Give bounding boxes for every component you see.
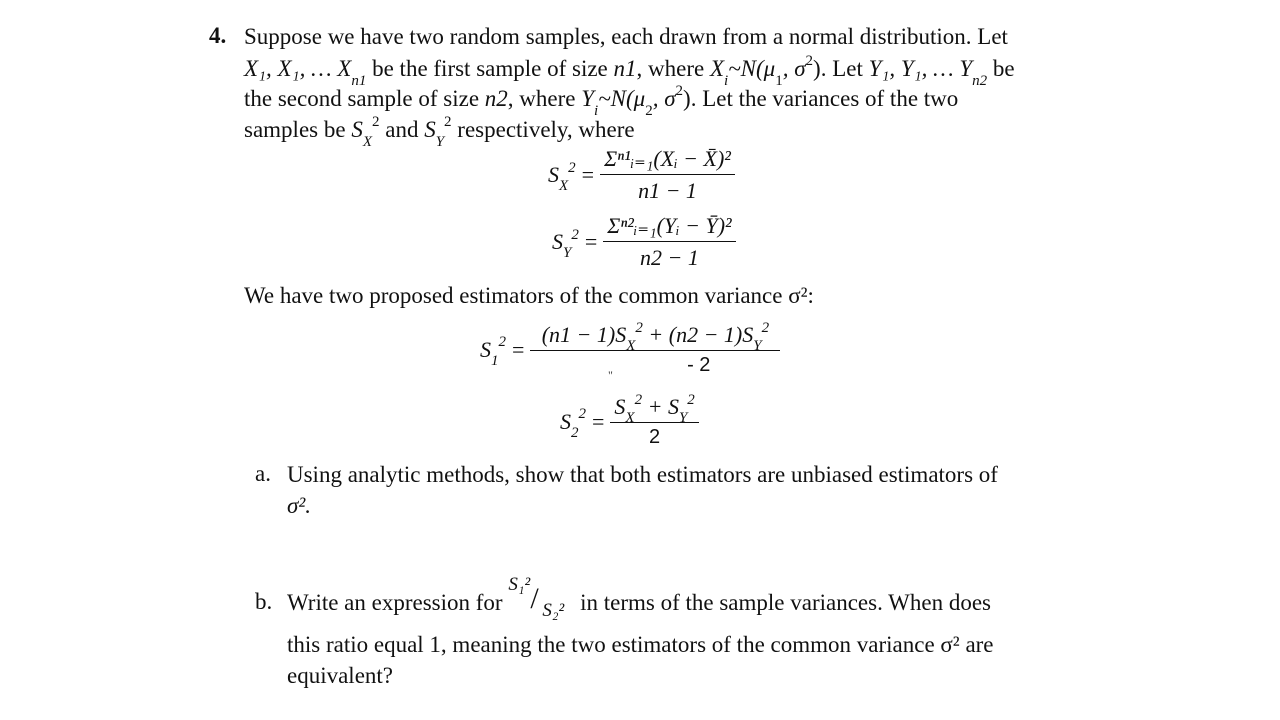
equals-sign: = [592, 408, 605, 434]
numerator-part-1: S [614, 394, 626, 419]
denominator: - 2 [687, 354, 711, 376]
stray-mark: " [608, 368, 613, 382]
dist-x: ~N(μ [728, 56, 776, 81]
sy-subscript: Y [435, 133, 445, 150]
sy-sup: 2 [444, 114, 452, 131]
lhs-subscript: 2 [571, 424, 579, 441]
equation-s2-squared [560, 391, 699, 449]
numerator: Σⁿ²ᵢ₌₁(Yᵢ − Ȳ)² [603, 213, 735, 242]
part-b-text: in terms of the sample variances. When does [574, 590, 991, 615]
sample-x-list: X₁, X₁, … X [244, 56, 352, 81]
lhs-symbol: S [548, 162, 559, 187]
equals-sign: = [581, 162, 595, 187]
numerator: Σⁿ¹ᵢ₌₁(Xᵢ − X̄)² [600, 146, 735, 175]
numerator-part-2: + (n2 − 1)S [642, 322, 754, 347]
lhs-symbol: S [552, 229, 563, 254]
intro-text: be [987, 56, 1015, 81]
lhs-symbol: S [560, 408, 571, 434]
fraction [603, 213, 735, 271]
numerator-sub-y: Y [753, 338, 762, 355]
question-number: 4. [209, 23, 227, 48]
numerator-sup-2: 2 [761, 319, 770, 336]
part-a-line-1: Using analytic methods, show that both estimators are unbiased estimators of [287, 462, 998, 487]
sample-y-subscript: n2 [972, 72, 988, 89]
numerator-sub-x: X [626, 338, 636, 355]
sigma-x-sup: 2 [805, 53, 814, 70]
xi-symbol: X [709, 56, 725, 81]
numerator-part-2: + S [642, 394, 679, 419]
sigma-x: , σ [782, 56, 806, 81]
size-n2: n2 [484, 86, 508, 111]
equation-lhs [548, 159, 576, 195]
intro-text: be the first sample of size [366, 56, 614, 81]
mu2-subscript: 2 [645, 102, 653, 119]
part-a-line-2: σ². [287, 493, 311, 518]
numerator-sub-y: Y [678, 410, 688, 427]
intro-text: respectively, where [451, 117, 635, 142]
sx-sup: 2 [371, 114, 380, 131]
intro-text: ). Let the variances of the two [683, 86, 959, 111]
equation-lhs [560, 406, 586, 441]
sample-y-list: Y₁, Y₁, … Y [868, 56, 973, 81]
ratio-numerator: S₁² [508, 573, 531, 595]
ratio-slash: / [530, 581, 539, 615]
yi-subscript: i [594, 102, 599, 119]
sigma-y-sup: 2 [675, 83, 684, 100]
intro-text: , where [636, 56, 710, 81]
ratio-fraction [508, 573, 574, 621]
intro-line-4 [244, 114, 635, 150]
equation-s1-squared [480, 319, 780, 377]
intro-line-3 [244, 83, 959, 119]
intro-line-2 [244, 53, 1015, 89]
part-b-line-3: equivalent? [287, 663, 394, 688]
numerator [530, 319, 780, 355]
intro-line-1: Suppose we have two random samples, each drawn from a normal distribution. Let [244, 24, 1008, 49]
equals-sign: = [584, 229, 598, 254]
equation-lhs [552, 226, 579, 262]
equation-sy-squared [552, 213, 736, 271]
mu1-subscript: 1 [775, 72, 783, 89]
sx-symbol: S [351, 117, 363, 142]
equation-sx-squared [548, 146, 735, 204]
intro-text: ). Let [813, 56, 869, 81]
fraction [530, 319, 780, 377]
intro-text: and [379, 117, 425, 142]
dist-y: ~N(μ [598, 86, 646, 111]
equals-sign: = [512, 336, 525, 362]
denominator: n1 − 1 [638, 178, 697, 203]
intro-text: samples be [244, 117, 352, 142]
numerator-sub-x: X [625, 410, 635, 427]
lhs-symbol: S [480, 336, 491, 362]
size-n1: n1 [613, 56, 637, 81]
xi-subscript: i [724, 72, 729, 89]
equation-lhs [480, 334, 506, 369]
sy-symbol: S [424, 117, 436, 142]
sample-x-subscript: n1 [351, 72, 367, 89]
ratio-denominator: S₂² [542, 599, 565, 621]
fraction [600, 146, 735, 204]
intro-text: , where [507, 86, 582, 111]
numerator [610, 391, 698, 427]
lhs-subscript: 1 [491, 352, 499, 369]
lhs-subscript: Y [563, 245, 572, 262]
part-b-line-2: this ratio equal 1, meaning the two estimators of the common variance σ² are [287, 632, 994, 657]
part-a-label: a. [255, 461, 271, 486]
numerator-sup-2: 2 [687, 391, 695, 408]
part-b-text: Write an expression for [287, 590, 509, 615]
lhs-subscript: X [559, 178, 569, 195]
sigma-y: , σ [652, 86, 676, 111]
denominator: n2 − 1 [640, 245, 699, 270]
yi-symbol: Y [581, 86, 595, 111]
numerator-sup-1: 2 [634, 391, 643, 408]
denominator: 2 [649, 426, 661, 448]
intro-text: the second sample of size [244, 86, 485, 111]
estimators-intro: We have two proposed estimators of the common variance σ²: [244, 283, 814, 308]
lhs-sup: 2 [578, 406, 586, 423]
sx-subscript: X [362, 133, 372, 150]
part-b-label: b. [255, 589, 273, 614]
part-b-line-1 [287, 573, 991, 621]
numerator-part-1: (n1 − 1)S [541, 322, 627, 347]
lhs-sup: 2 [571, 226, 579, 243]
fraction [610, 391, 698, 449]
numerator-sup-1: 2 [635, 319, 643, 336]
lhs-sup: 2 [568, 159, 576, 176]
lhs-sup: 2 [498, 334, 506, 351]
